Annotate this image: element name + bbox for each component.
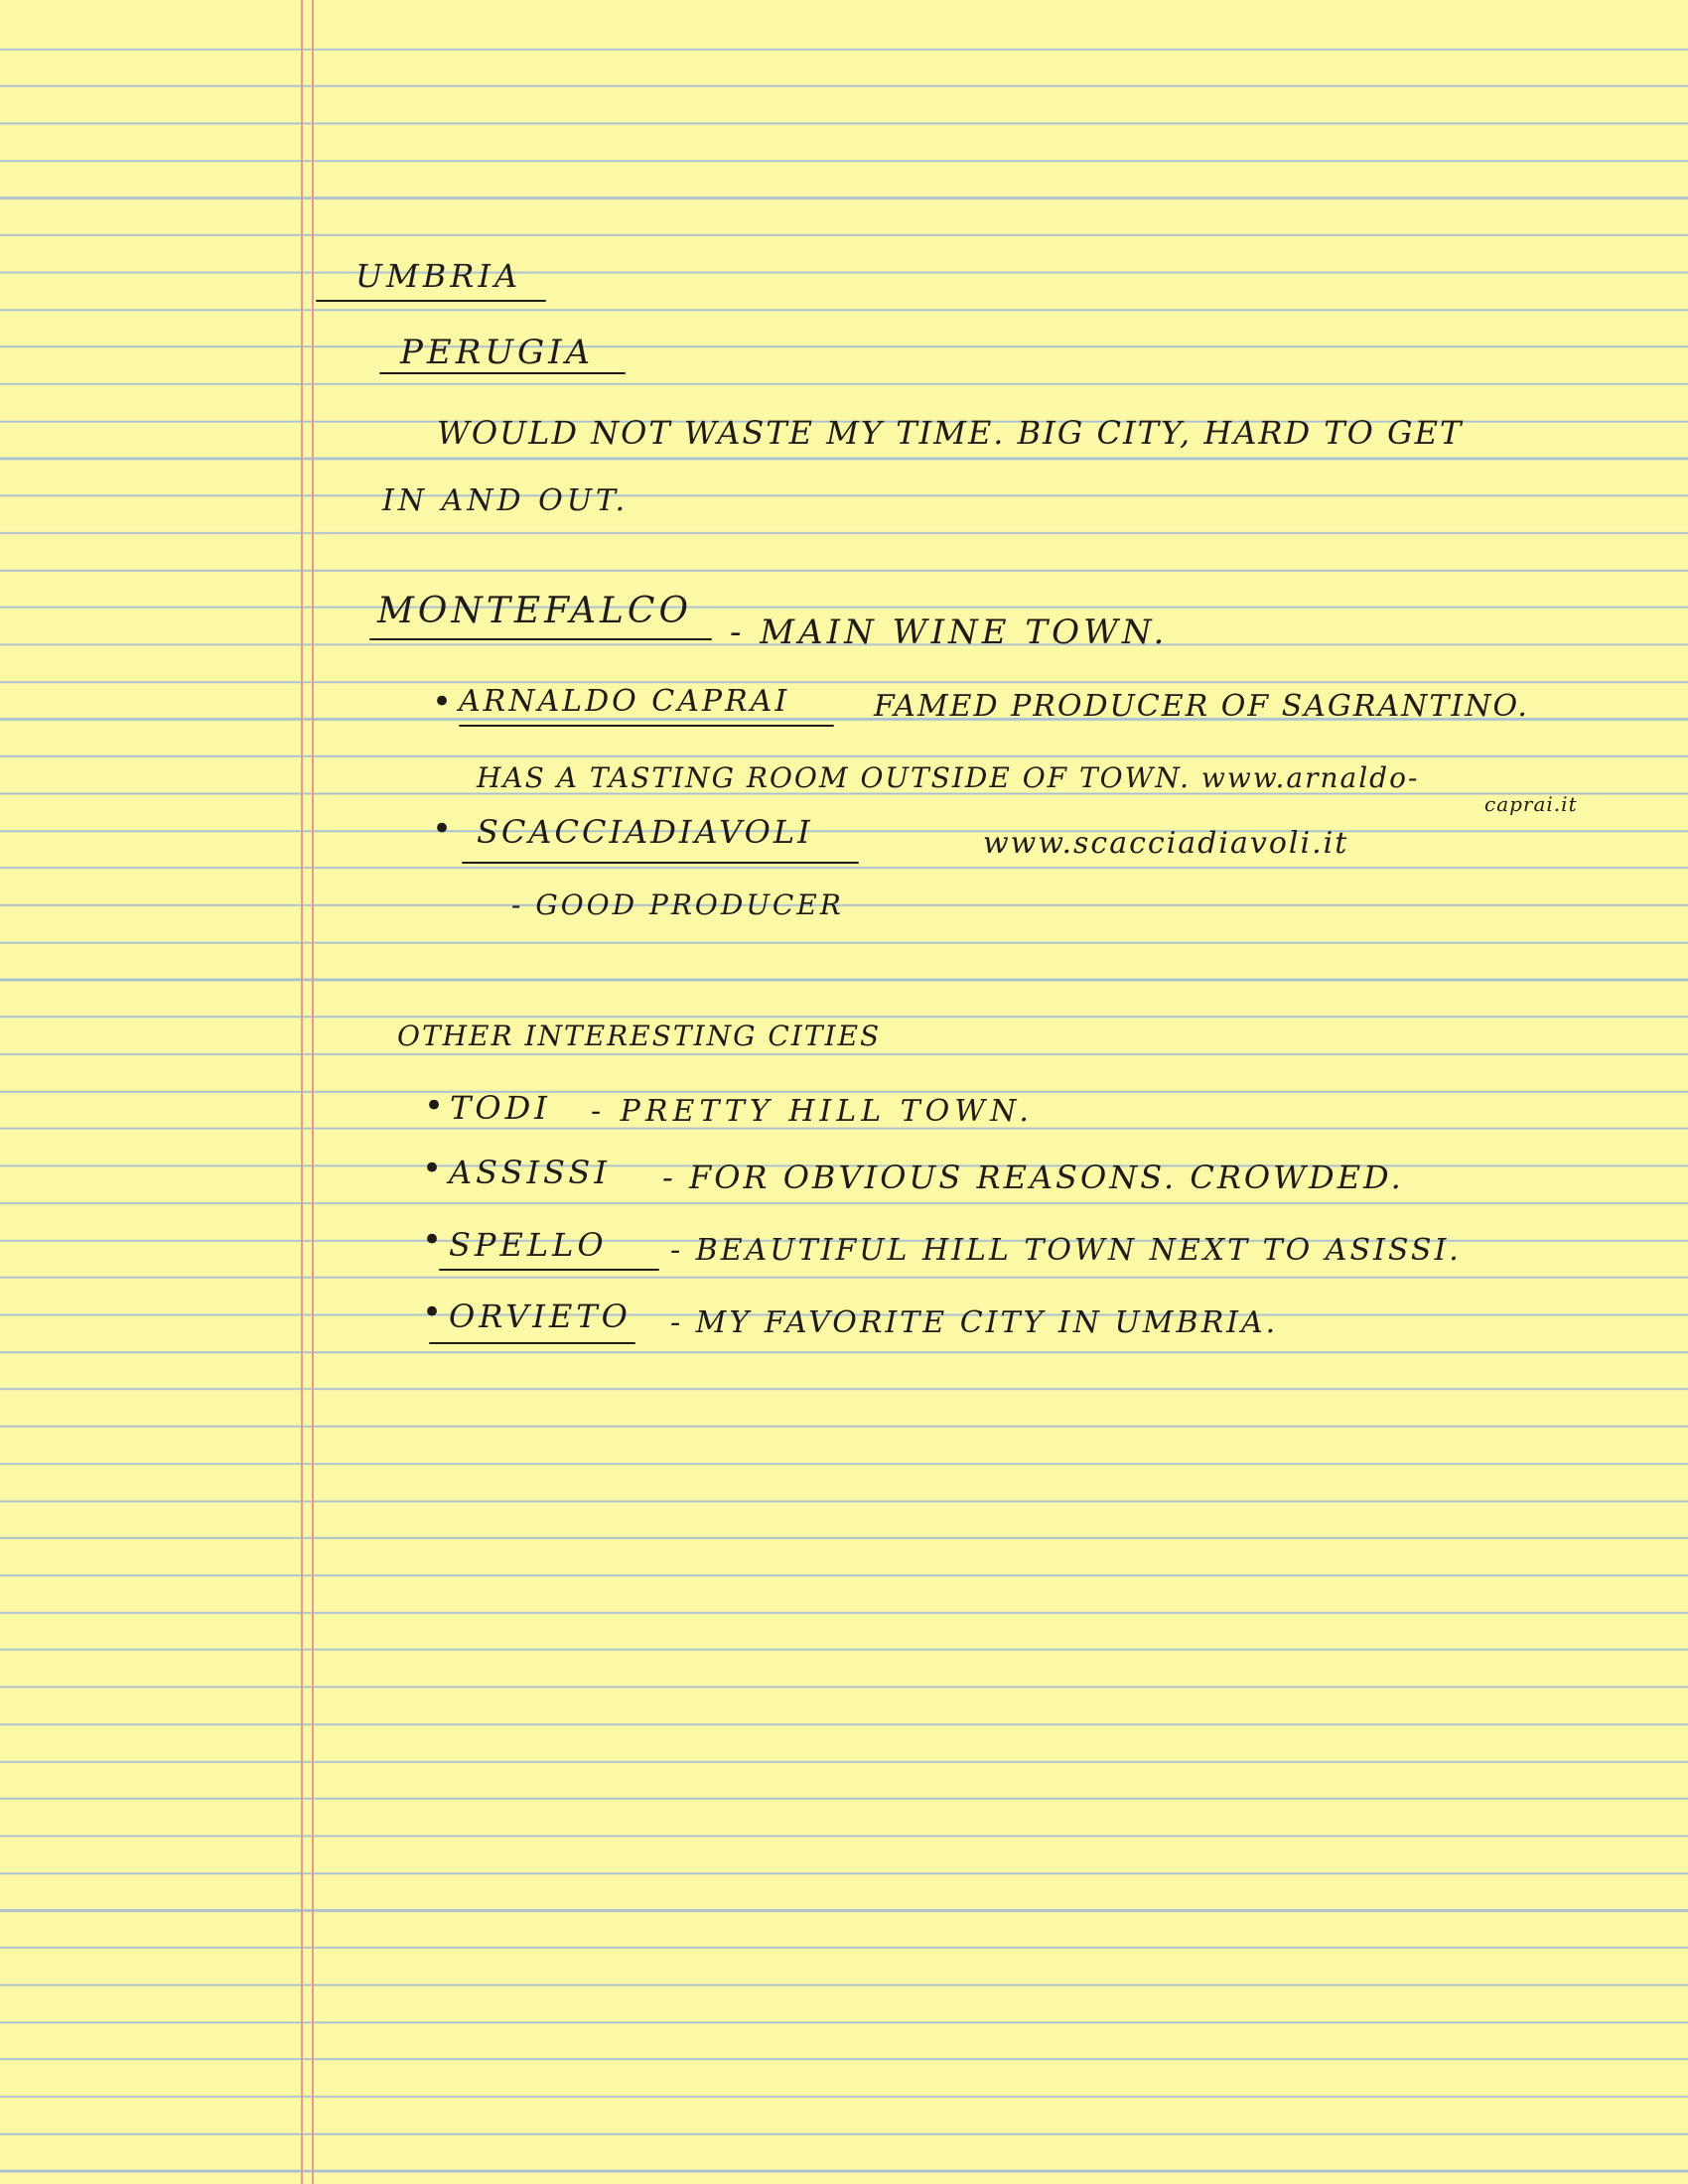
caprai-tasting-room: HAS A TASTING ROOM OUTSIDE OF TOWN. www.arnaldo- [477, 761, 1420, 794]
caprai-name: ARNALDO CAPRAI [459, 684, 790, 719]
city-spello-description: - BEAUTIFUL HILL TOWN NEXT TO ASISSI. [670, 1233, 1462, 1268]
caprai-underline [459, 725, 834, 727]
bullet-todi: • [424, 1086, 449, 1126]
city-assissi-description: - FOR OBVIOUS REASONS. CROWDED. [662, 1159, 1404, 1196]
bullet-scacciadiavoli: • [432, 809, 457, 849]
montefalco-underline [369, 638, 712, 640]
other-cities-heading: OTHER INTERESTING CITIES [397, 1020, 882, 1052]
montefalco-heading: MONTEFALCO [377, 591, 692, 631]
city-assissi: ASSISSI [449, 1154, 611, 1191]
bullet-orvieto: • [422, 1293, 447, 1332]
caprai-description: FAMED PRODUCER OF SAGRANTINO. [874, 689, 1529, 724]
scacciadiavoli-name: SCACCIADIAVOLI [477, 813, 813, 851]
orvieto-underline [429, 1342, 635, 1344]
city-todi: TODI [450, 1089, 551, 1127]
city-orvieto-description: - MY FAVORITE CITY IN UMBRIA. [670, 1305, 1279, 1340]
city-spello: SPELLO [449, 1226, 608, 1264]
margin-line-right [312, 0, 314, 2184]
montefalco-tagline: - MAIN WINE TOWN. [730, 613, 1169, 652]
bullet-caprai: • [432, 682, 457, 722]
bullet-assissi: • [422, 1149, 447, 1188]
bullet-spello: • [422, 1220, 447, 1260]
caprai-url-tail: caprai.it [1484, 792, 1578, 816]
scacciadiavoli-note: - GOOD PRODUCER [511, 888, 844, 921]
margin-line-left [301, 0, 303, 2184]
city-orvieto: ORVIETO [449, 1297, 632, 1335]
scacciadiavoli-url: www.scacciadiavoli.it [983, 826, 1349, 861]
perugia-heading: PERUGIA [400, 333, 595, 372]
page-title: UMBRIA [355, 257, 522, 295]
city-todi-description: - PRETTY HILL TOWN. [591, 1094, 1034, 1129]
perugia-underline [379, 372, 626, 374]
spello-underline [439, 1269, 659, 1271]
perugia-text-line-2: IN AND OUT. [382, 483, 630, 518]
scacciadiavoli-underline [462, 862, 859, 864]
perugia-text-line-1: WOULD NOT WASTE MY TIME. BIG CITY, HARD TO GET [437, 414, 1464, 452]
title-underline [316, 300, 546, 302]
